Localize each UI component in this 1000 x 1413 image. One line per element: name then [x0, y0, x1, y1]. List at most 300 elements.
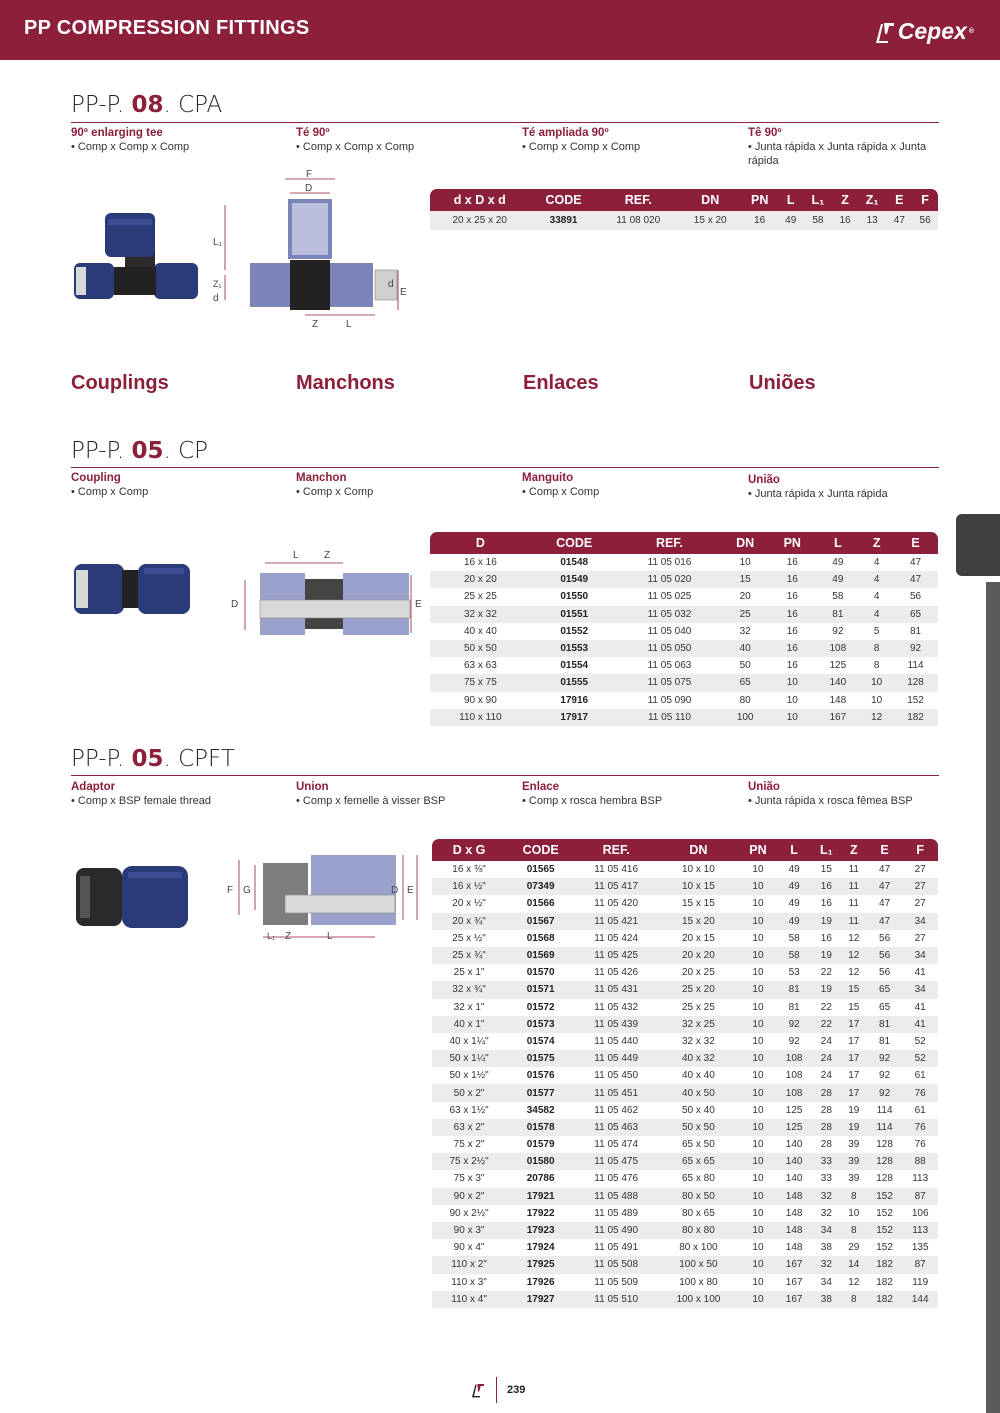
table-header-row [432, 839, 938, 861]
dim-label-g: G [243, 885, 251, 896]
table-row [430, 588, 938, 605]
brand-logo: Cepex ® [874, 18, 974, 45]
table-cell: 11 05 040 [647, 625, 692, 637]
table-cell: 10 [752, 898, 764, 910]
table-cell: 56 [879, 932, 891, 944]
table-cell: 65 x 50 [682, 1139, 715, 1151]
table-cell: 10 [752, 1207, 764, 1219]
product-col-es: Enlace • Comp x rosca hembra BSP [522, 781, 663, 807]
table-cell: 92 [867, 1050, 903, 1067]
col-header: F [902, 839, 938, 861]
table-cell: 10 [739, 557, 751, 569]
table-cell: 11 05 426 [594, 967, 639, 979]
table-cell: 11 05 476 [594, 1173, 639, 1185]
code-cell: 20786 [526, 1173, 555, 1185]
table-row [432, 1153, 938, 1170]
section-rule [71, 122, 939, 123]
table-cell: 32 x 25 [657, 1016, 739, 1033]
code-cell: 01568 [526, 932, 555, 944]
table-cell: 20 [739, 591, 751, 603]
product-col-es: Té ampliada 90º • Comp x Comp x Comp [522, 127, 641, 153]
table-cell: 39 [841, 1153, 867, 1170]
table-cell: 29 [848, 1242, 860, 1254]
table-row [432, 1102, 938, 1119]
table-cell: 8 [841, 1222, 867, 1239]
table-cell: 11 05 439 [575, 1016, 657, 1033]
section-title-cpft: PP-P. 05. CPFT [71, 746, 235, 772]
col-header: Z₁ [858, 189, 887, 211]
table-cell: 20 x ¾" [432, 913, 506, 930]
col-header: D x G [432, 839, 506, 861]
section-title-cpa: PP-P. 08. CPA [71, 92, 223, 118]
product-col-es: Manguito • Comp x Comp [522, 472, 600, 498]
table-cell: 15 [820, 864, 832, 876]
table-cell: 47 [879, 864, 891, 876]
table-cell: 80 [739, 694, 751, 706]
code-cell: 01567 [506, 913, 575, 930]
table-cell: 81 [867, 1016, 903, 1033]
table-cell: 12 [848, 1276, 860, 1288]
table-cell: 10 x 10 [682, 864, 715, 876]
table-cell: 128 [893, 674, 938, 691]
table-cell: 27 [914, 864, 926, 876]
table-cell: 92 [776, 1016, 812, 1033]
table-cell: 12 [848, 932, 860, 944]
table-cell: 11 05 431 [575, 981, 657, 998]
table-cell: 11 05 032 [618, 606, 722, 623]
col-header: DN [679, 189, 742, 211]
table-cell: 125 [829, 660, 847, 672]
table-cell: 15 x 20 [657, 913, 739, 930]
table-cell: 49 [832, 557, 844, 569]
table-row [430, 606, 938, 623]
table-cell: 16 [786, 660, 798, 672]
table-cell: 90 x 3" [432, 1222, 506, 1239]
table-cell: 20 x 25 x 20 [430, 211, 529, 230]
table-cell: 110 x 3" [451, 1276, 487, 1288]
table-cell: 34 [902, 913, 938, 930]
table-cell: 20 x 15 [682, 932, 715, 944]
table-cell: 16 [832, 211, 858, 230]
table-cell: 32 [812, 1188, 841, 1205]
table-cell: 144 [902, 1291, 938, 1308]
table-cell: 49 [815, 571, 860, 588]
dim-label-l: L [346, 319, 352, 330]
table-cell: 11 05 510 [575, 1291, 657, 1308]
table-cell: 40 x 32 [657, 1050, 739, 1067]
table-cell: 16 x ½" [432, 878, 506, 895]
table-cell: 10 [752, 1139, 764, 1151]
dim-label-e: E [407, 885, 414, 896]
table-row [432, 895, 938, 912]
table-cell: 8 [841, 1291, 867, 1308]
table-cell: 10 [740, 1291, 777, 1308]
code-cell: 01578 [506, 1119, 575, 1136]
code-cell: 01571 [506, 981, 575, 998]
table-cell: 75 x 75 [430, 674, 531, 691]
table-cell: 92 [867, 1084, 903, 1101]
table-cell: 80 x 80 [657, 1222, 739, 1239]
header-bar [0, 0, 1000, 60]
table-cell: 20 x ½" [452, 898, 486, 910]
table-cell: 32 x 32 [682, 1035, 715, 1047]
table-cell: 80 x 50 [657, 1188, 739, 1205]
table-cell: 17 [841, 1084, 867, 1101]
table-cell: 10 [860, 674, 893, 691]
table-cell: 25 x 1" [453, 967, 485, 979]
table-cell: 10 [740, 1188, 777, 1205]
table-cell: 58 [832, 591, 844, 603]
table-cell: 65 [721, 674, 769, 691]
table-cell: 152 [867, 1222, 903, 1239]
table-cell: 11 05 425 [575, 947, 657, 964]
dim-label-e: E [415, 599, 422, 610]
table-cell: 4 [873, 557, 880, 569]
table-cell: 41 [902, 1016, 938, 1033]
table-cell: 15 [841, 981, 867, 998]
table-cell: 4 [873, 591, 880, 603]
side-tab [956, 514, 1000, 576]
table-cell: 90 x 4" [453, 1242, 485, 1254]
table-cell: 15 [848, 1001, 860, 1013]
coupling-photo [72, 560, 192, 620]
table-cell: 56 [912, 211, 938, 230]
code-cell: 01577 [506, 1084, 575, 1101]
table-cell: 41 [914, 967, 926, 979]
table-cell: 56 [879, 967, 891, 979]
section-rule [71, 467, 939, 468]
table-cell: 50 x 50 [657, 1119, 739, 1136]
col-header: DN [721, 532, 769, 554]
table-cell: 148 [785, 1242, 803, 1254]
col-header: PN [740, 839, 777, 861]
product-col-pt: Tê 90º • Junta rápida x Junta rápida x Junta rápida [748, 127, 927, 167]
table-cell: 10 [752, 1001, 764, 1013]
table-cell: 40 x 1" [432, 1016, 506, 1033]
table-cell: 25 x ¾" [432, 947, 506, 964]
table-cell: 16 [786, 625, 798, 637]
table-cell: 108 [815, 640, 860, 657]
table-cell: 50 x 50 [430, 640, 531, 657]
table-cell: 106 [911, 1207, 929, 1219]
table-cell: 11 05 449 [575, 1050, 657, 1067]
code-cell: 17925 [506, 1256, 575, 1273]
table-cell: 81 [776, 981, 812, 998]
table-row [432, 1205, 938, 1222]
spec-table-cpft [432, 839, 938, 1308]
table-cell: 10 [752, 1242, 764, 1254]
table-cell: 65 x 80 [682, 1173, 715, 1185]
table-cell: 92 [893, 640, 938, 657]
table-cell: 61 [914, 1070, 926, 1082]
table-cell: 10 [752, 1104, 764, 1116]
category-heading-es: Enlaces [523, 372, 599, 394]
code-cell: 17921 [506, 1188, 575, 1205]
cepex-mark-icon [468, 1382, 488, 1398]
dim-label-e: E [400, 287, 407, 298]
table-cell: 32 [812, 1256, 841, 1273]
table-row [430, 554, 938, 571]
enlarging-tee-drawing [210, 165, 420, 335]
category-heading-en: Couplings [71, 372, 169, 394]
table-cell: 148 [776, 1222, 812, 1239]
table-cell: 5 [873, 625, 880, 637]
table-cell: 65 x 65 [657, 1153, 739, 1170]
table-cell: 125 [776, 1119, 812, 1136]
table-row [432, 1050, 938, 1067]
table-cell: 11 05 491 [594, 1242, 639, 1254]
table-cell: 11 05 050 [618, 640, 722, 657]
table-row [432, 861, 938, 878]
table-cell: 10 [752, 1035, 764, 1047]
table-cell: 40 [721, 640, 769, 657]
table-cell: 65 [879, 1001, 891, 1013]
table-cell: 80 x 100 [679, 1242, 718, 1254]
table-row [432, 1016, 938, 1033]
table-cell: 16 [820, 898, 832, 910]
product-col-en: 90º enlarging tee • Comp x Comp x Comp [71, 127, 190, 153]
table-cell: 10 [752, 1276, 764, 1288]
table-cell: 76 [902, 1084, 938, 1101]
table-cell: 58 [776, 947, 812, 964]
table-cell: 4 [860, 571, 893, 588]
table-cell: 135 [911, 1242, 929, 1254]
col-header: L₁ [812, 839, 841, 861]
enlarging-tee-photo [70, 205, 220, 310]
product-col-pt: União • Junta rápida x rosca fêmea BSP [748, 781, 913, 807]
table-cell: 22 [820, 967, 832, 979]
table-cell: 39 [848, 1139, 860, 1151]
table-cell: 8 [873, 660, 880, 672]
table-cell: 81 [788, 1001, 800, 1013]
table-row [432, 1256, 938, 1273]
table-cell: 152 [907, 694, 924, 706]
table-cell: 40 x 1¼" [449, 1035, 489, 1047]
table-cell: 61 [914, 1104, 926, 1116]
table-cell: 27 [914, 932, 926, 944]
table-cell: 58 [804, 211, 833, 230]
category-heading-fr: Manchons [296, 372, 395, 394]
dim-label-z: Z [324, 550, 331, 561]
table-cell: 34 [902, 947, 938, 964]
table-cell: 110 x 4" [432, 1291, 506, 1308]
code-cell: 01576 [526, 1070, 555, 1082]
table-cell: 40 x 50 [657, 1084, 739, 1101]
table-cell: 34 [902, 981, 938, 998]
table-cell: 90 x 90 [463, 694, 497, 706]
table-cell: 28 [812, 1119, 841, 1136]
table-cell: 16 [786, 557, 798, 569]
table-cell: 16 [820, 932, 832, 944]
table-cell: 148 [785, 1207, 803, 1219]
table-cell: 10 [752, 932, 764, 944]
table-cell: 167 [776, 1256, 812, 1273]
col-header: L₁ [804, 189, 833, 211]
col-header: REF. [575, 839, 657, 861]
product-col-fr: Manchon • Comp x Comp [296, 472, 374, 498]
side-strip [986, 582, 1000, 1413]
col-header: PN [742, 189, 778, 211]
table-cell: 47 [867, 878, 903, 895]
table-row [432, 1136, 938, 1153]
table-cell: 32 x ¾" [432, 981, 506, 998]
table-cell: 56 [867, 947, 903, 964]
table-cell: 140 [815, 674, 860, 691]
table-cell: 41 [914, 1001, 926, 1013]
table-row [432, 1222, 938, 1239]
table-cell: 11 05 110 [618, 709, 722, 726]
col-header: d x D x d [430, 189, 529, 211]
table-cell: 49 [776, 913, 812, 930]
code-cell: 01548 [560, 557, 589, 569]
table-cell: 10 [769, 709, 815, 726]
table-cell: 114 [876, 1104, 893, 1116]
table-cell: 19 [812, 981, 841, 998]
code-cell: 01574 [526, 1035, 555, 1047]
table-cell: 10 [740, 1153, 777, 1170]
table-cell: 10 [740, 1256, 777, 1273]
dim-label-d: D [391, 885, 399, 896]
table-row [432, 930, 938, 947]
table-cell: 11 05 417 [575, 878, 657, 895]
table-row [432, 1291, 938, 1308]
table-cell: 8 [860, 640, 893, 657]
table-cell: 11 05 016 [647, 557, 692, 569]
code-cell: 01550 [560, 591, 589, 603]
table-cell: 28 [820, 1104, 832, 1116]
dim-label-l1: L₁ [267, 931, 276, 941]
table-cell: 152 [876, 1242, 893, 1254]
table-cell: 12 [848, 967, 860, 979]
table-cell: 114 [907, 660, 924, 672]
table-row [430, 674, 938, 691]
table-cell: 47 [886, 211, 912, 230]
table-cell: 63 x 2" [432, 1119, 506, 1136]
table-cell: 12 [841, 947, 867, 964]
table-cell: 90 x 2" [432, 1188, 506, 1205]
code-cell: 01565 [526, 864, 555, 876]
table-cell: 25 x 25 [682, 1001, 715, 1013]
table-cell: 11 [841, 913, 867, 930]
table-row [432, 878, 938, 895]
code-cell: 17926 [526, 1276, 555, 1288]
table-cell: 16 x ⅜" [452, 864, 486, 876]
table-cell: 152 [876, 1207, 893, 1219]
table-row [430, 709, 938, 726]
code-cell: 17917 [531, 709, 618, 726]
table-cell: 11 05 450 [594, 1070, 639, 1082]
table-cell: 27 [902, 878, 938, 895]
table-cell: 11 05 420 [594, 898, 639, 910]
table-cell: 81 [879, 1035, 891, 1047]
table-cell: 12 [860, 709, 893, 726]
table-cell: 14 [841, 1256, 867, 1273]
table-cell: 100 [721, 709, 769, 726]
table-cell: 10 [740, 947, 777, 964]
table-cell: 167 [815, 709, 860, 726]
section-title-cp: PP-P. 05. CP [71, 438, 209, 464]
table-cell: 108 [776, 1084, 812, 1101]
brand-name: Cepex [897, 18, 967, 44]
table-cell: 17 [841, 1050, 867, 1067]
table-row [432, 1119, 938, 1136]
table-header-row [430, 532, 938, 554]
table-cell: 90 x 2½" [449, 1207, 489, 1219]
col-header: REF. [618, 532, 722, 554]
table-cell: 182 [876, 1276, 893, 1288]
col-header: Z [841, 839, 867, 861]
code-cell: 01554 [560, 660, 589, 672]
table-cell: 32 [820, 1207, 832, 1219]
table-cell: 17 [848, 1070, 860, 1082]
table-cell: 15 x 20 [679, 211, 742, 230]
table-cell: 19 [812, 913, 841, 930]
dim-label-l: L [327, 931, 333, 942]
code-cell: 34582 [526, 1104, 555, 1116]
table-row [432, 1084, 938, 1101]
table-cell: 114 [867, 1119, 903, 1136]
table-cell: 87 [902, 1188, 938, 1205]
table-cell: 11 05 509 [594, 1276, 639, 1288]
table-cell: 16 [786, 591, 798, 603]
table-cell: 27 [914, 898, 926, 910]
table-cell: 32 [739, 625, 751, 637]
table-row [430, 657, 938, 674]
table-cell: 10 [740, 1222, 777, 1239]
table-cell: 10 [871, 694, 883, 706]
table-cell: 50 [739, 660, 751, 672]
col-header: PN [769, 532, 815, 554]
table-row [430, 692, 938, 709]
table-row [430, 571, 938, 588]
table-cell: 24 [812, 1050, 841, 1067]
dim-label-f: F [227, 885, 234, 896]
table-row [430, 211, 938, 230]
table-cell: 100 x 50 [657, 1256, 739, 1273]
table-cell: 182 [867, 1291, 903, 1308]
col-header: L [778, 189, 804, 211]
table-cell: 80 x 65 [682, 1207, 715, 1219]
table-cell: 52 [914, 1035, 926, 1047]
table-cell: 17 [841, 1016, 867, 1033]
table-cell: 63 x 1½" [449, 1104, 489, 1116]
table-cell: 167 [776, 1291, 812, 1308]
table-cell: 88 [902, 1153, 938, 1170]
dim-label-d-small: d [213, 293, 219, 304]
table-cell: 92 [788, 1035, 800, 1047]
table-cell: 11 05 474 [594, 1139, 639, 1151]
category-heading-pt: Uniões [749, 372, 816, 394]
table-cell: 11 [841, 878, 867, 895]
coupling-drawing [225, 545, 425, 645]
table-cell: 4 [860, 606, 893, 623]
table-row [432, 913, 938, 930]
table-cell: 50 x 40 [682, 1104, 715, 1116]
table-cell: 108 [776, 1050, 812, 1067]
table-row [432, 1170, 938, 1187]
table-cell: 15 [721, 571, 769, 588]
table-row [432, 1274, 938, 1291]
col-header: CODE [529, 189, 597, 211]
table-cell: 113 [912, 1173, 929, 1185]
table-cell: 49 [778, 211, 804, 230]
col-header: F [912, 189, 938, 211]
table-cell: 47 [879, 898, 891, 910]
code-cell: 01575 [506, 1050, 575, 1067]
dim-label-f: F [306, 169, 313, 180]
col-header: D [430, 532, 531, 554]
table-cell: 33 [820, 1173, 832, 1185]
